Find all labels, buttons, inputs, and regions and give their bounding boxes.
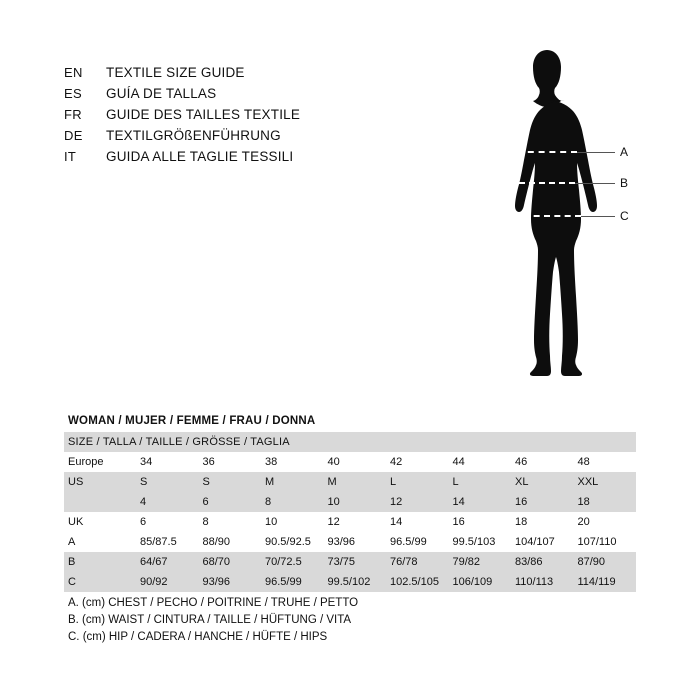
cell: 8 xyxy=(265,496,272,508)
cell: 14 xyxy=(390,516,403,528)
cell: 34 xyxy=(140,456,153,468)
table-row xyxy=(64,572,636,592)
cell: 38 xyxy=(265,456,278,468)
table-row xyxy=(64,452,636,472)
cell: 99.5/103 xyxy=(452,536,496,548)
cell: 93/96 xyxy=(327,536,356,548)
table-row xyxy=(64,472,636,492)
legend-line-c: C. (cm) HIP / CADERA / HANCHE / HÜFTE / HIPS xyxy=(68,631,328,643)
cell: 102.5/105 xyxy=(390,576,439,588)
language-title-de: TEXTILGRÖßENFÜHRUNG xyxy=(106,128,281,143)
female-body-icon xyxy=(455,45,655,435)
cell: 93/96 xyxy=(202,576,231,588)
cell: 90/92 xyxy=(140,576,168,588)
cell: M xyxy=(265,476,275,488)
row-label-b: B xyxy=(68,556,76,568)
language-row-es xyxy=(64,83,444,104)
size-table-section xyxy=(64,415,636,592)
cell: 6 xyxy=(202,496,209,508)
language-code-de: DE xyxy=(64,128,83,143)
cell: S xyxy=(202,476,210,488)
cell: 99.5/102 xyxy=(327,576,371,588)
language-title-list xyxy=(64,62,444,167)
language-row-fr xyxy=(64,104,444,125)
measure-label-b: B xyxy=(620,176,629,190)
cell: 79/82 xyxy=(452,556,481,568)
legend-line-b: B. (cm) WAIST / CINTURA / TAILLE / HÜFTUNG / VITA xyxy=(68,614,352,626)
row-label-uk: UK xyxy=(68,516,84,528)
cell: 70/72.5 xyxy=(265,556,302,568)
cell: 16 xyxy=(515,496,528,508)
cell: M xyxy=(327,476,337,488)
table-header-row xyxy=(64,432,636,452)
cell: 110/113 xyxy=(515,576,554,588)
measure-label-c: C xyxy=(620,209,629,223)
language-code-es: ES xyxy=(64,86,82,101)
row-label-europe: Europe xyxy=(68,456,104,468)
cell: 73/75 xyxy=(327,556,356,568)
cell: 85/87.5 xyxy=(140,536,177,548)
leader-line-c xyxy=(581,216,615,217)
cell: 114/119 xyxy=(577,576,616,588)
table-header-label: SIZE / TALLA / TAILLE / GRÖSSE / TAGLIA xyxy=(68,436,290,448)
cell: 83/86 xyxy=(515,556,543,568)
cell: 18 xyxy=(515,516,528,528)
cell: L xyxy=(452,476,459,488)
row-label-us-numeric xyxy=(64,492,136,512)
cell: 90.5/92.5 xyxy=(265,536,311,548)
cell: 4 xyxy=(140,496,147,508)
language-row-de xyxy=(64,125,444,146)
language-code-it: IT xyxy=(64,149,77,164)
cell: 87/90 xyxy=(577,556,606,568)
language-title-it: GUIDA ALLE TAGLIE TESSILI xyxy=(106,149,294,164)
cell: XL xyxy=(515,476,529,488)
cell: 36 xyxy=(202,456,215,468)
language-title-fr: GUIDE DES TAILLES TEXTILE xyxy=(106,107,301,122)
cell: 68/70 xyxy=(202,556,231,568)
leader-line-b xyxy=(575,183,615,184)
language-title-es: GUÍA DE TALLAS xyxy=(106,86,217,101)
table-row xyxy=(64,512,636,532)
cell: 104/107 xyxy=(515,536,555,548)
measure-line-hip xyxy=(513,215,581,217)
cell: 10 xyxy=(327,496,340,508)
female-silhouette-figure xyxy=(455,45,655,435)
table-row xyxy=(64,532,636,552)
cell: 64/67 xyxy=(140,556,168,568)
cell: 42 xyxy=(390,456,403,468)
cell: 44 xyxy=(452,456,465,468)
row-label-us: US xyxy=(68,476,84,488)
language-title-en: TEXTILE SIZE GUIDE xyxy=(106,65,245,80)
cell: 48 xyxy=(577,456,590,468)
cell: 96.5/99 xyxy=(265,576,302,588)
row-label-a: A xyxy=(68,536,76,548)
cell: 20 xyxy=(577,516,590,528)
cell: 8 xyxy=(202,516,209,528)
row-label-c: C xyxy=(68,576,76,588)
cell: 18 xyxy=(577,496,590,508)
cell: 76/78 xyxy=(390,556,418,568)
measure-label-a: A xyxy=(620,145,629,159)
cell: 106/109 xyxy=(452,576,493,588)
table-category-title: WOMAN / MUJER / FEMME / FRAU / DONNA xyxy=(68,415,316,427)
cell: 16 xyxy=(452,516,465,528)
cell: 88/90 xyxy=(202,536,231,548)
cell: 10 xyxy=(265,516,278,528)
cell: 14 xyxy=(452,496,465,508)
measure-line-waist xyxy=(519,182,575,184)
cell: XXL xyxy=(577,476,599,488)
leader-line-a xyxy=(577,152,615,153)
measure-line-chest xyxy=(517,151,577,153)
language-code-fr: FR xyxy=(64,107,82,122)
cell: 12 xyxy=(327,516,340,528)
cell: 107/110 xyxy=(577,536,617,548)
table-row xyxy=(64,492,636,512)
language-row-it xyxy=(64,146,444,167)
measurement-legend xyxy=(68,595,568,646)
cell: 6 xyxy=(140,516,147,528)
cell: 46 xyxy=(515,456,528,468)
cell: 40 xyxy=(327,456,340,468)
language-code-en: EN xyxy=(64,65,83,80)
cell: L xyxy=(390,476,397,488)
table-row xyxy=(64,552,636,572)
cell: 12 xyxy=(390,496,403,508)
cell: 96.5/99 xyxy=(390,536,427,548)
language-row-en xyxy=(64,62,444,83)
size-table xyxy=(64,432,636,592)
cell: S xyxy=(140,476,148,488)
legend-line-a: A. (cm) CHEST / PECHO / POITRINE / TRUHE / PETTO xyxy=(68,597,359,609)
